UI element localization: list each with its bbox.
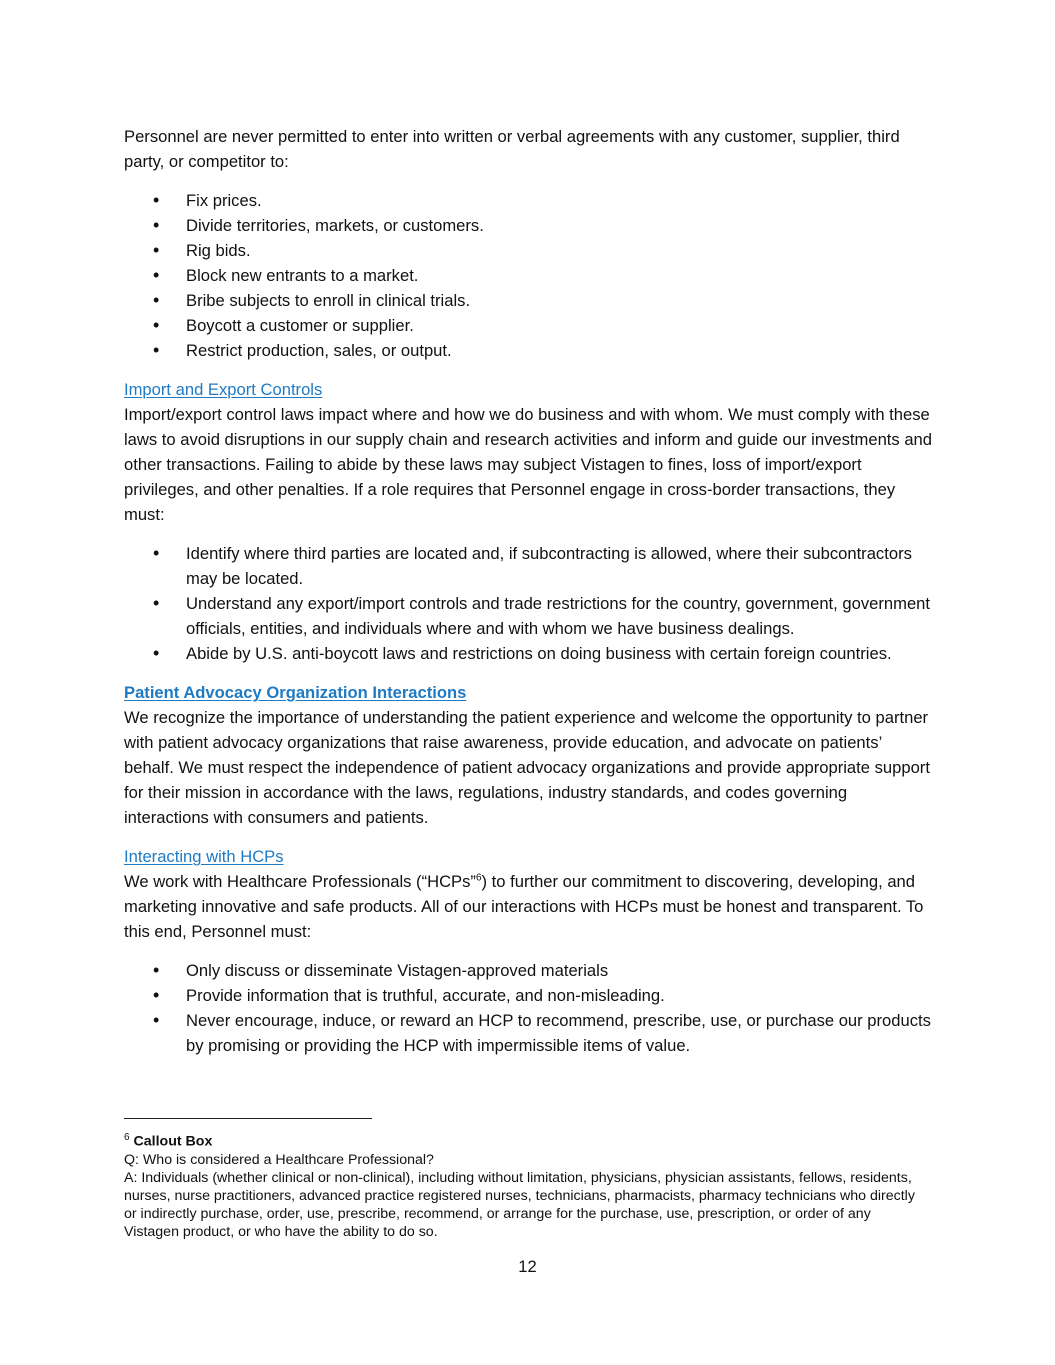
footnote-question: Q: Who is considered a Healthcare Professional? bbox=[124, 1151, 434, 1168]
list-item: • Abide by U.S. anti-boycott laws and restrictions on doing business with certain foreign countries. bbox=[124, 641, 934, 666]
list-item: • Block new entrants to a market. bbox=[124, 263, 934, 288]
footnote bbox=[124, 1129, 929, 1241]
hcps-body-start: We work with Healthcare Professionals (“HCPs” bbox=[124, 872, 476, 891]
intro-paragraph: Personnel are never permitted to enter into written or verbal agreements with any customer, supplier, third party, or competitor to: bbox=[124, 127, 900, 171]
list-item: • Restrict production, sales, or output. bbox=[124, 338, 934, 363]
callout-box-title: Callout Box bbox=[133, 1133, 213, 1150]
list-item: • Identify where third parties are located and, if subcontracting is allowed, where their subcontractors may be located. bbox=[124, 541, 934, 591]
footnote-separator bbox=[124, 1118, 372, 1119]
patient-advocacy-heading[interactable]: Patient Advocacy Organization Interactions bbox=[124, 683, 467, 702]
list-item: • Never encourage, induce, or reward an HCP to recommend, prescribe, use, or purchase our products by promising or providing the HCP with impermissible items of value. bbox=[124, 1008, 934, 1058]
patient-advocacy-body: We recognize the importance of understanding the patient experience and welcome the opportunity to partner with patient advocacy organizations that raise awareness, provide education, and advocate on patients’ behalf. We must respect the independence of patient advocacy organizations and provide appropriate support for their mission in accordance with the laws, regulations, industry standards, and codes governing interactions with consumers and patients. bbox=[124, 708, 930, 827]
list-item: • Provide information that is truthful, accurate, and non-misleading. bbox=[124, 983, 934, 1008]
import-export-body: Import/export control laws impact where and how we do business and with whom. We must comply with these laws to avoid disruptions in our supply chain and research activities and inform and guide our investments and other transactions. Failing to abide by these laws may subject Vistagen to fines, loss of import/export privileges, and other penalties. If a role requires that Personnel engage in cross-border transactions, they must: bbox=[124, 405, 933, 524]
list-item: • Rig bids. bbox=[124, 238, 934, 263]
list-item: • Understand any export/import controls and trade restrictions for the country, government, government officials, entities, and individuals where and with whom we have business dealings. bbox=[124, 591, 934, 641]
list-item: • Bribe subjects to enroll in clinical trials. bbox=[124, 288, 934, 313]
list-item: • Only discuss or disseminate Vistagen-approved materials bbox=[124, 958, 934, 983]
list-item: • Divide territories, markets, or customers. bbox=[124, 213, 934, 238]
footnote-reference[interactable]: 6 bbox=[475, 872, 482, 884]
import-export-heading[interactable]: Import and Export Controls bbox=[124, 380, 323, 399]
import-export-list bbox=[124, 541, 934, 666]
footnote-answer: A: Individuals (whether clinical or non-clinical), including without limitation, physicians, physician assistants, fellows, residents, nurses, nurse practitioners, advanced practice registered nurses, technicians, pharmacists, pharmacy technicians who directly or indirectly purchase, order, use, prescribe, recommend, or arrange for the purchase, use, prescription, or order of any Vistagen product, or who have the ability to do so. bbox=[124, 1169, 915, 1240]
prohibited-agreements-list bbox=[124, 188, 934, 363]
hcps-body-end: ) to further our commitment to discovering, developing, and marketing innovative and safe products. All of our interactions with HCPs must be honest and transparent. To this end, Personnel must: bbox=[124, 872, 924, 941]
footnote-title-line bbox=[124, 1129, 929, 1151]
interacting-hcps-heading[interactable]: Interacting with HCPs bbox=[124, 847, 284, 866]
page-content bbox=[124, 124, 934, 1072]
hcp-requirements-list bbox=[124, 958, 934, 1058]
list-item: • Boycott a customer or supplier. bbox=[124, 313, 934, 338]
list-item: • Fix prices. bbox=[124, 188, 934, 213]
footnote-number: 6 bbox=[124, 1132, 130, 1143]
page-number: 12 bbox=[518, 1257, 537, 1276]
interacting-hcps-body bbox=[124, 869, 934, 944]
